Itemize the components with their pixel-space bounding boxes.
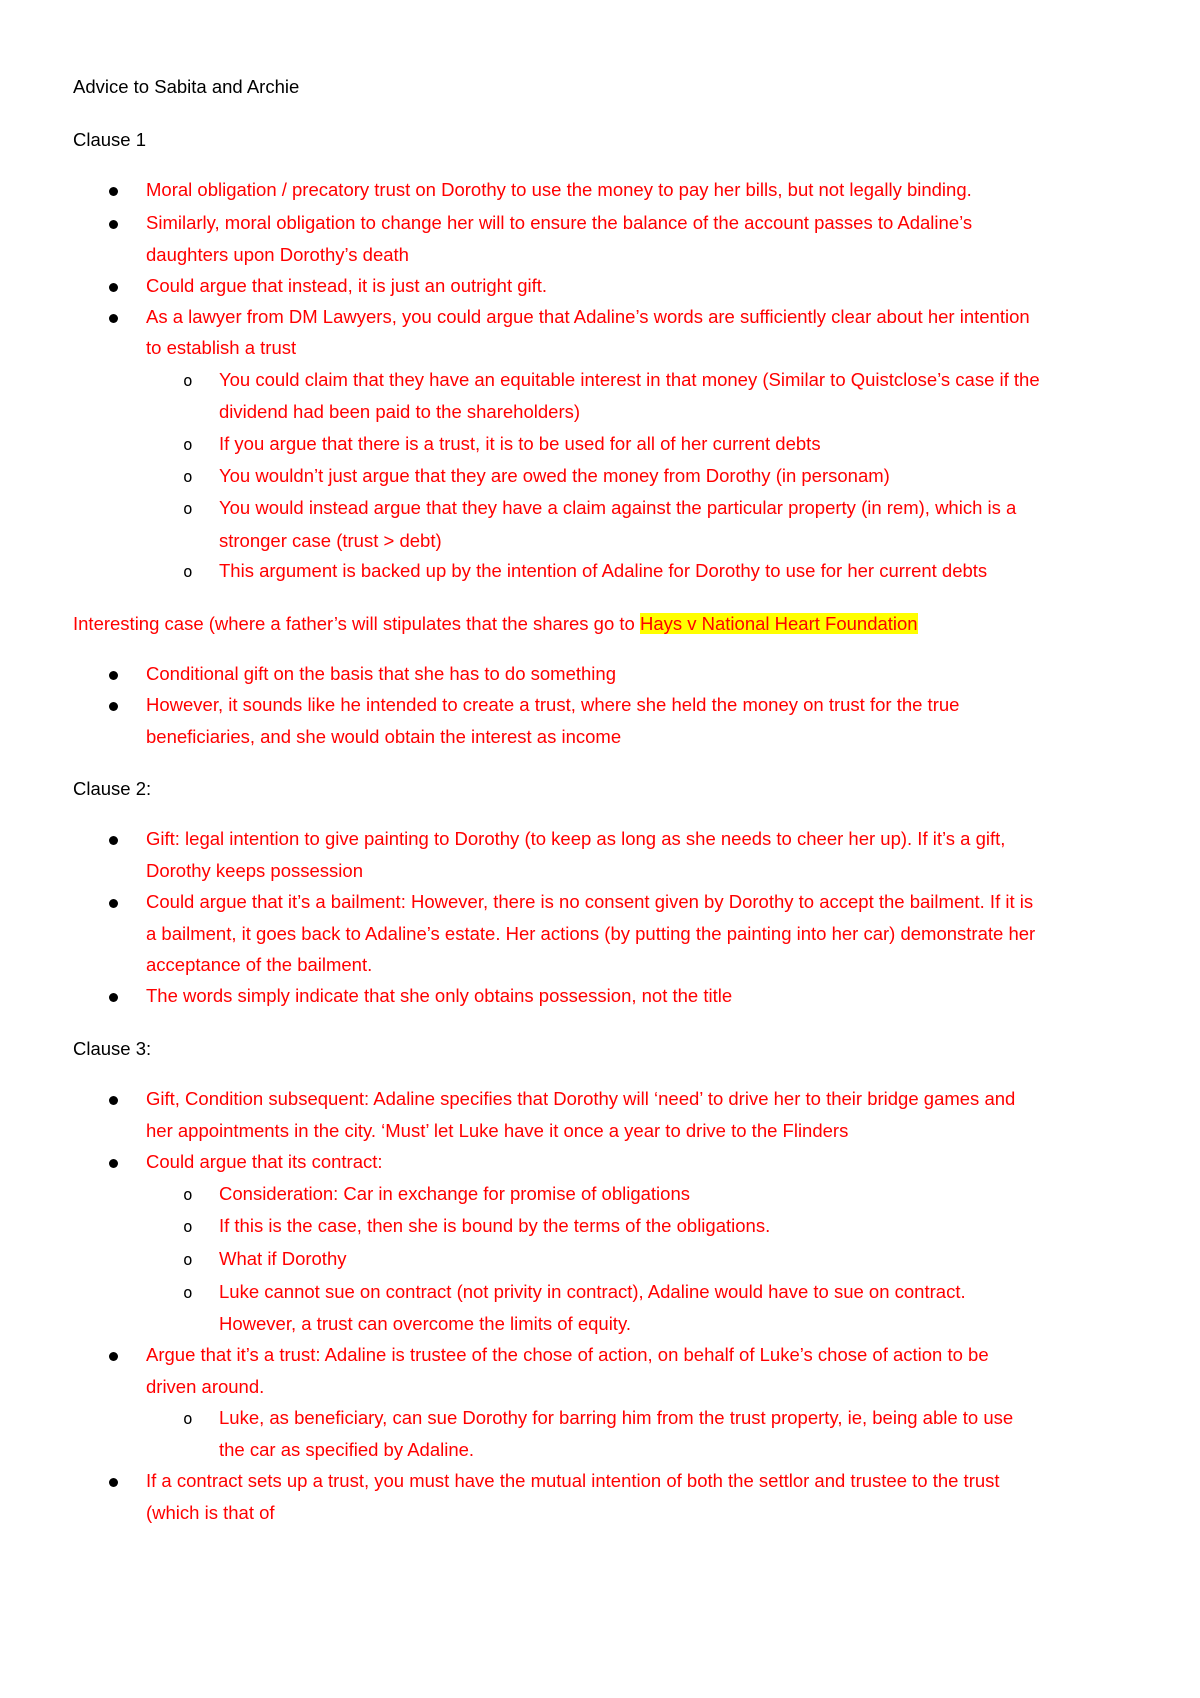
sub-list-item: This argument is backed up by the intention of Adaline for Dorothy to use for her current debts — [219, 560, 988, 581]
list-item-continuation: (which is that of — [146, 1502, 275, 1523]
circle-bullet-icon: o — [183, 1250, 193, 1269]
list-item: Could argue that its contract: — [146, 1151, 383, 1172]
sub-list-item-continuation: stronger case (trust > debt) — [219, 530, 442, 551]
list-item: The words simply indicate that she only obtains possession, not the title — [146, 985, 733, 1006]
list-item: Gift: legal intention to give painting to Dorothy (to keep as long as she needs to cheer her up). If it’s a gift, — [146, 828, 1006, 849]
list-item: As a lawyer from DM Lawyers, you could argue that Adaline’s words are sufficiently clear about her intention — [146, 306, 1030, 327]
sub-list-item-continuation: However, a trust can overcome the limits of equity. — [219, 1313, 631, 1334]
bullet-icon — [109, 671, 118, 680]
case-name-highlight: Hays v National Heart Foundation — [639, 613, 918, 634]
bullet-icon — [109, 187, 118, 196]
bullet-icon — [109, 314, 118, 323]
clause-3-heading: Clause 3: — [73, 1038, 152, 1059]
sub-list-item: Luke cannot sue on contract (not privity in contract), Adaline would have to sue on contract. — [219, 1281, 966, 1302]
bullet-icon — [109, 899, 118, 908]
circle-bullet-icon: o — [183, 1283, 193, 1302]
list-item-continuation: daughters upon Dorothy’s death — [146, 244, 409, 265]
sub-list-item: If you argue that there is a trust, it is to be used for all of her current debts — [219, 433, 821, 454]
list-item: Could argue that it’s a bailment: However, there is no consent given by Dorothy to accept the bailment. If it is — [146, 891, 1034, 912]
list-item-continuation: to establish a trust — [146, 337, 297, 358]
bullet-icon — [109, 702, 118, 711]
circle-bullet-icon: o — [183, 562, 193, 581]
list-item: Gift, Condition subsequent: Adaline specifies that Dorothy will ‘need’ to drive her to their bridge games and — [146, 1088, 1016, 1109]
list-item: Could argue that instead, it is just an outright gift. — [146, 275, 548, 296]
list-item: Argue that it’s a trust: Adaline is trustee of the chose of action, on behalf of Luke’s chose of action to be — [146, 1344, 989, 1365]
sub-list-item: You would instead argue that they have a claim against the particular property (in rem), which is a — [219, 497, 1017, 518]
bullet-icon — [109, 836, 118, 845]
sub-list-item: You could claim that they have an equitable interest in that money (Similar to Quistclose’s case if the — [219, 369, 1040, 390]
bullet-icon — [109, 220, 118, 229]
sub-list-item: Luke, as beneficiary, can sue Dorothy for barring him from the trust property, ie, being able to use — [219, 1407, 1014, 1428]
bullet-icon — [109, 283, 118, 292]
circle-bullet-icon: o — [183, 1217, 193, 1236]
circle-bullet-icon: o — [183, 467, 193, 486]
circle-bullet-icon: o — [183, 435, 193, 454]
bullet-icon — [109, 1352, 118, 1361]
circle-bullet-icon: o — [183, 371, 193, 390]
bullet-icon — [109, 1096, 118, 1105]
list-item: Similarly, moral obligation to change her will to ensure the balance of the account passes to Adaline’s — [146, 212, 973, 233]
clause-2-heading: Clause 2: — [73, 778, 152, 799]
interesting-case-paragraph — [73, 612, 918, 636]
list-item-continuation: her appointments in the city. ‘Must’ let Luke have it once a year to drive to the Flinders — [146, 1120, 849, 1141]
sub-list-item: Consideration: Car in exchange for promise of obligations — [219, 1183, 690, 1204]
bullet-icon — [109, 993, 118, 1002]
list-item-continuation: acceptance of the bailment. — [146, 954, 373, 975]
clause-1-heading: Clause 1 — [73, 129, 147, 150]
circle-bullet-icon: o — [183, 499, 193, 518]
list-item: However, it sounds like he intended to create a trust, where she held the money on trust for the true — [146, 694, 960, 715]
sub-list-item-continuation: dividend had been paid to the shareholders) — [219, 401, 581, 422]
list-item-continuation: driven around. — [146, 1376, 265, 1397]
list-item: If a contract sets up a trust, you must have the mutual intention of both the settlor and trustee to the trust — [146, 1470, 1000, 1491]
sub-list-item-continuation: the car as specified by Adaline. — [219, 1439, 475, 1460]
list-item: Conditional gift on the basis that she has to do something — [146, 663, 616, 684]
sub-list-item: You wouldn’t just argue that they are owed the money from Dorothy (in personam) — [219, 465, 890, 486]
list-item-continuation: beneficiaries, and she would obtain the interest as income — [146, 726, 622, 747]
bullet-icon — [109, 1478, 118, 1487]
sub-list-item: What if Dorothy — [219, 1248, 347, 1269]
list-item-continuation: Dorothy keeps possession — [146, 860, 363, 881]
circle-bullet-icon: o — [183, 1409, 193, 1428]
document-title: Advice to Sabita and Archie — [73, 76, 300, 97]
circle-bullet-icon: o — [183, 1185, 193, 1204]
list-item-continuation: a bailment, it goes back to Adaline’s estate. Her actions (by putting the painting into her car) demonstrate her — [146, 923, 1036, 944]
bullet-icon — [109, 1159, 118, 1168]
sub-list-item: If this is the case, then she is bound by the terms of the obligations. — [219, 1215, 771, 1236]
interesting-case-text: Interesting case (where a father’s will stipulates that the shares go to — [73, 613, 640, 634]
list-item: Moral obligation / precatory trust on Dorothy to use the money to pay her bills, but not legally binding. — [146, 179, 972, 200]
